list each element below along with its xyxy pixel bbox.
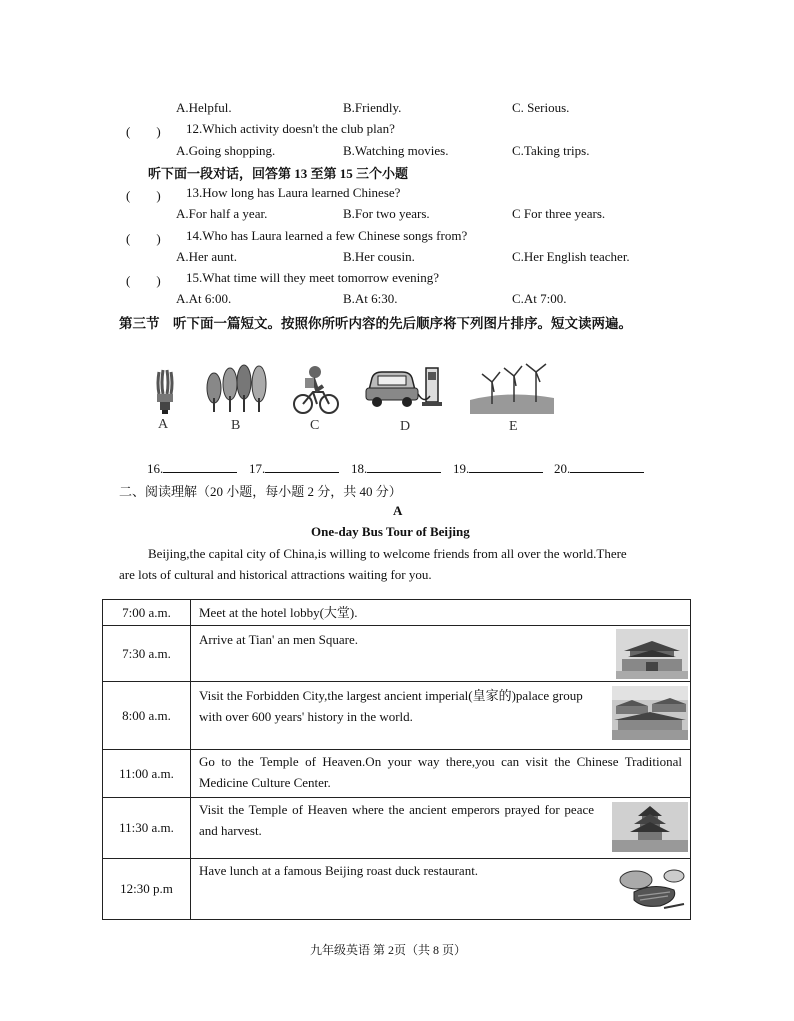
blank-number: 19. <box>453 461 470 476</box>
q13-option-b: B.For two years. <box>343 206 430 221</box>
q13-question: 13.How long has Laura learned Chinese? <box>186 185 401 200</box>
energy-saving-bulb-icon <box>150 368 180 418</box>
schedule-activity: Visit the Temple of Heaven where the ancient emperors prayed for peace and harvest. <box>199 802 594 838</box>
q15-option-c: C.At 7:00. <box>512 291 567 306</box>
section3-title: 第三节 听下面一篇短文。按照你所听内容的先后顺序将下列图片排序。短文读两遍。 <box>119 316 632 331</box>
schedule-activity-cell <box>191 859 691 920</box>
q15-option-b: B.At 6:30. <box>343 291 398 306</box>
blank-number: 20. <box>554 461 571 476</box>
schedule-activity: Arrive at Tian' an men Square. <box>199 632 359 647</box>
picture-label-b: B <box>231 418 241 433</box>
blank-number: 18. <box>351 461 368 476</box>
q15-question: 15.What time will they meet tomorrow evening? <box>186 270 440 285</box>
q13-option-a: A.For half a year. <box>176 206 268 221</box>
q12-answer-paren[interactable]: ( ) <box>126 124 161 139</box>
q13-answer-paren[interactable]: ( ) <box>126 188 161 203</box>
schedule-time: 12:30 p.m <box>103 859 191 920</box>
schedule-activity: Have lunch at a famous Beijing roast duck restaurant. <box>199 863 479 878</box>
passage-intro-line-1: Beijing,the capital city of China,is willing to welcome friends from all over the world.There <box>148 546 627 561</box>
q13-option-c: C For three years. <box>512 206 606 221</box>
picture-label-d: D <box>400 419 411 434</box>
q14-option-c: C.Her English teacher. <box>512 249 630 264</box>
schedule-activity: Visit the Forbidden City,the largest ancient imperial(皇家的)palace group with over 600 years' history in the world. <box>199 688 583 724</box>
forbidden-city-photo-icon <box>612 686 688 740</box>
passage-intro-line-2: are lots of cultural and historical attractions waiting for you. <box>119 567 432 582</box>
reading-section-heading: 二、阅读理解（20 小题，每小题 2 分，共 40 分） <box>119 484 402 499</box>
schedule-activity-cell <box>191 600 691 626</box>
q14-option-b: B.Her cousin. <box>343 249 415 264</box>
blank-number: 17. <box>249 461 266 476</box>
schedule-activity: Go to the Temple of Heaven.On your way there,you can visit the Chinese Traditional Medicine Culture Center. <box>199 754 682 790</box>
schedule-time: 8:00 a.m. <box>103 682 191 750</box>
answer-blank-20[interactable] <box>554 460 644 477</box>
q12-option-b: B.Watching movies. <box>343 143 449 158</box>
picture-label-e: E <box>509 419 518 434</box>
schedule-activity-cell <box>191 798 691 859</box>
schedule-time: 11:00 a.m. <box>103 750 191 798</box>
q12-question: 12.Which activity doesn't the club plan? <box>186 121 395 136</box>
wind-turbines-icon <box>470 362 554 414</box>
answer-blank-18[interactable] <box>351 460 441 477</box>
cyclist-icon <box>291 364 341 416</box>
q12-option-c: C.Taking trips. <box>512 143 590 158</box>
picture-label-c: C <box>310 418 320 433</box>
schedule-activity-cell <box>191 626 691 682</box>
page-footer: 九年级英语 第 2页（共 8 页） <box>310 943 467 957</box>
schedule-activity-cell <box>191 682 691 750</box>
q11-option-a: A.Helpful. <box>176 100 232 115</box>
answer-blank-17[interactable] <box>249 460 339 477</box>
answer-blank-16[interactable] <box>147 460 237 477</box>
answer-blank-19[interactable] <box>453 460 543 477</box>
schedule-time: 7:00 a.m. <box>103 600 191 626</box>
schedule-activity: Meet at the hotel lobby(大堂). <box>199 605 358 620</box>
q11-option-c: C. Serious. <box>512 100 570 115</box>
picture-label-a: A <box>158 417 169 432</box>
table-row <box>103 798 691 859</box>
table-row <box>103 600 691 626</box>
schedule-time: 7:30 a.m. <box>103 626 191 682</box>
blank-number: 16. <box>147 461 164 476</box>
table-row <box>103 626 691 682</box>
table-row <box>103 682 691 750</box>
q12-option-a: A.Going shopping. <box>176 143 276 158</box>
q15-option-a: A.At 6:00. <box>176 291 232 306</box>
trees-icon <box>203 362 269 414</box>
tiananmen-photo-icon <box>616 629 688 679</box>
table-row <box>103 859 691 920</box>
temple-of-heaven-photo-icon <box>612 802 688 852</box>
dialogue-instruction: 听下面一段对话，回答第 13 至第 15 三个小题 <box>148 166 409 181</box>
electric-car-charging-icon <box>364 364 444 410</box>
schedule-activity-cell <box>191 750 691 798</box>
q14-question: 14.Who has Laura learned a few Chinese songs from? <box>186 228 468 243</box>
table-row <box>103 750 691 798</box>
schedule-time: 11:30 a.m. <box>103 798 191 859</box>
roast-duck-photo-icon <box>614 864 688 916</box>
q11-option-b: B.Friendly. <box>343 100 402 115</box>
q14-option-a: A.Her aunt. <box>176 249 238 264</box>
q15-answer-paren[interactable]: ( ) <box>126 273 161 288</box>
passage-title: One-day Bus Tour of Beijing <box>311 524 470 539</box>
passage-letter: A <box>393 503 403 518</box>
q14-answer-paren[interactable]: ( ) <box>126 231 161 246</box>
tour-schedule-table <box>102 599 691 920</box>
